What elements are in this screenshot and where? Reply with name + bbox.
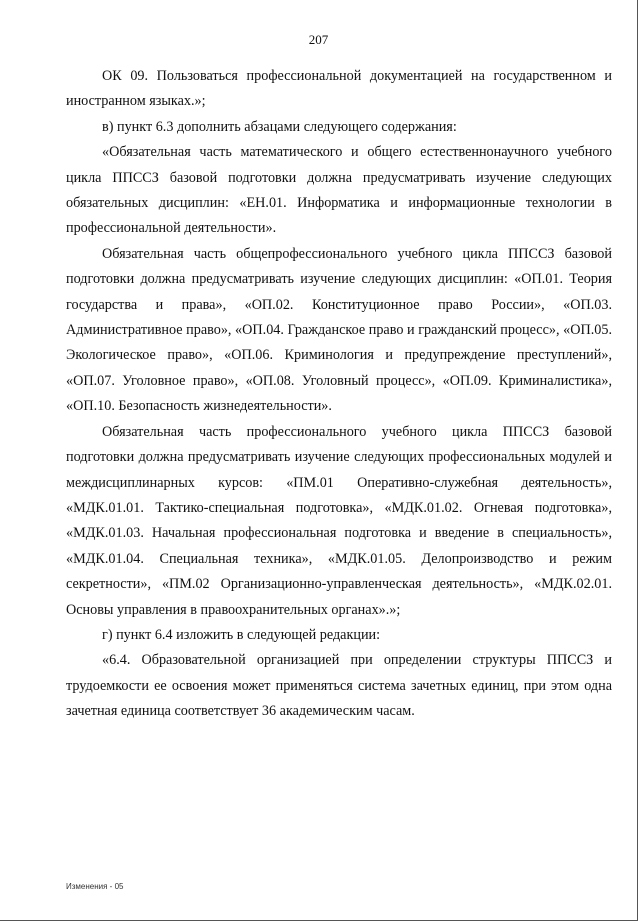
document-body: [66, 64, 612, 725]
paragraph-6-4: «6.4. Образовательной организацией при определении структуры ППССЗ и трудоемкости ее освоения может применяться система зачетных единиц, при этом одна зачетная единица соответствует 36 академическим часам.: [66, 652, 612, 720]
paragraph-professional-cycle: Обязательная часть профессионального учебного цикла ППССЗ базовой подготовки должна предусматривать изучение следующих профессиональных модулей и междисциплинарных курсов: «ПМ.01 Оперативно-служебная деятельность», «МДК.01.01. Тактико-специальная подготовка», «МДК.01.02. Огневая подготовка», «МДК.01.03. Начальная профессиональная подготовка и введение в специальность», «МДК.01.04. Специальная техника», «МДК.01.05. Делопроизводство и режим секретности», «ПМ.02 Организационно-управленческая деятельность», «МДК.02.01. Основы управления в правоохранительных органах».»;: [66, 423, 612, 618]
paragraph-item-g: г) пункт 6.4 изложить в следующей редакции:: [102, 626, 381, 643]
paragraph-ok09: ОК 09. Пользоваться профессиональной документацией на государственном и иностранном языках.»;: [66, 68, 612, 110]
paragraph-math-cycle: «Обязательная часть математического и общего естественнонаучного учебного цикла ППССЗ базовой подготовки должна предусматривать изучение следующих обязательных дисциплин: «ЕН.01. Информатика и информационные технологии в профессиональной деятельности».: [66, 144, 612, 237]
paragraph-general-professional-cycle: Обязательная часть общепрофессионального учебного цикла ППССЗ базовой подготовки должна предусматривать изучение следующих дисциплин: «ОП.01. Теория государства и права», «ОП.02. Конституционное право России», «ОП.03. Административное право», «ОП.04. Гражданское право и гражданский процесс», «ОП.05. Экологическое право», «ОП.06. Криминология и предупреждение преступлений», «ОП.07. Уголовное право», «ОП.08. Уголовный процесс», «ОП.09. Криминалистика», «ОП.10. Безопасность жизнедеятельности».: [66, 245, 612, 415]
paragraph-item-v: в) пункт 6.3 дополнить абзацами следующего содержания:: [102, 118, 457, 135]
page-number: 207: [308, 32, 329, 47]
footer-label: Изменения - 05: [66, 882, 124, 891]
